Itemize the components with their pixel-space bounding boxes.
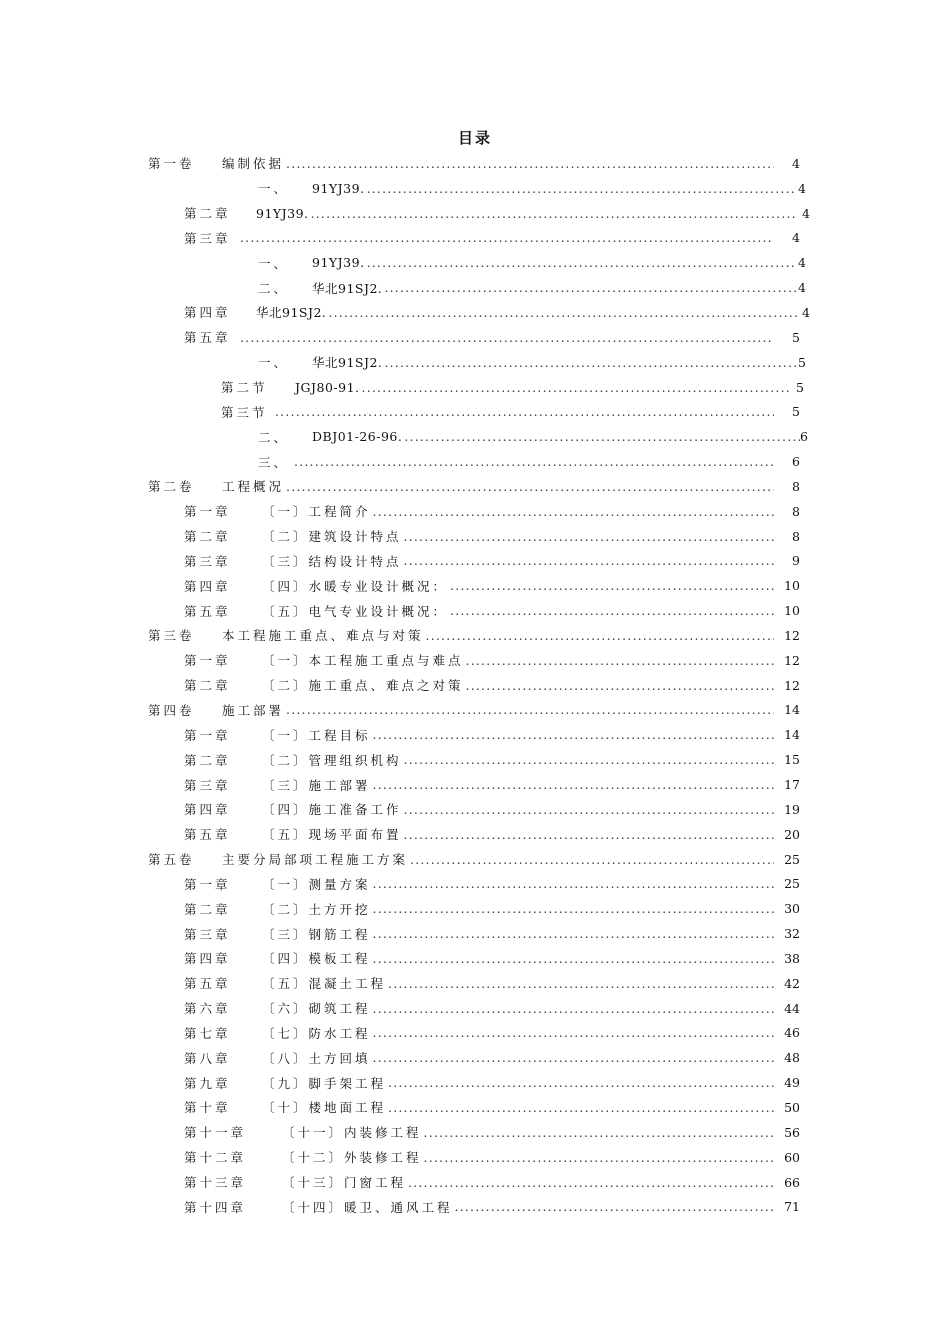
toc-entry-page: 10 [784,603,800,619]
dot-leader [373,1025,774,1040]
toc-entry-page: 6 [792,454,800,470]
toc-entry-label: 第二章 [184,206,231,222]
toc-entry[interactable] [0,1045,950,1070]
dot-leader [408,1175,774,1190]
dot-leader [384,280,796,295]
toc-entry[interactable] [0,1170,950,1195]
toc-entry-label: 第十二章 [184,1150,247,1166]
toc-entry-text: 〔五〕混凝土工程 [262,976,387,992]
toc-entry-page: 5 [796,379,804,395]
dot-leader [367,181,796,196]
toc-entry-text: 〔二〕施工重点、难点之对策 [262,678,464,694]
toc-entry[interactable] [0,896,950,921]
toc-entry[interactable] [0,772,950,797]
toc-entry-text: 施工部署 [222,702,285,718]
dot-leader [388,976,774,991]
toc-entry-page: 60 [784,1149,800,1165]
toc-entry-text: 91YJ39. [312,180,365,196]
toc-entry[interactable] [0,375,950,400]
toc-entry[interactable] [0,275,950,300]
toc-entry-page: 50 [784,1099,800,1115]
toc-entry-label: 第九章 [184,1075,231,1091]
toc-entry-text: 〔一〕工程目标 [262,727,371,743]
toc-entry-text: 91YJ39. [256,205,309,221]
toc-entry[interactable] [0,1095,950,1120]
toc-entry-page: 4 [792,230,800,246]
dot-leader [286,702,774,717]
toc-entry-label: 第四章 [184,578,231,594]
dot-leader [286,156,774,171]
toc-entry[interactable] [0,996,950,1021]
toc-entry-label: 一、 [258,355,290,371]
toc-entry[interactable] [0,499,950,524]
dot-leader [286,479,774,494]
toc-entry[interactable] [0,871,950,896]
toc-entry-label: 第二章 [184,901,231,917]
toc-entry-text: 主要分局部项工程施工方案 [222,852,409,868]
toc-entry[interactable] [0,250,950,275]
dot-leader [455,1199,774,1214]
toc-entry-page: 4 [798,255,806,271]
toc-entry-page: 10 [784,578,800,594]
toc-entry-text: 〔八〕土方回填 [262,1050,371,1066]
dot-leader [240,330,774,345]
toc-entry-text: 〔七〕防水工程 [262,1025,371,1041]
toc-title: 目录 [457,129,492,147]
toc-entry-text: 〔三〕施工部署 [262,777,371,793]
toc-entry-label: 第十四章 [184,1199,247,1215]
dot-leader [410,852,774,867]
toc-entry-page: 14 [784,727,800,743]
toc-entry-label: 第四章 [184,802,231,818]
toc-entry-label: 第十三章 [184,1175,247,1191]
toc-entry[interactable] [0,300,950,325]
toc-entry-text: 华北91SJ2. [256,305,327,321]
toc-entry-text: 〔十一〕内装修工程 [282,1125,422,1141]
toc-entry-label: 第五卷 [148,852,195,868]
toc-entry-label: 第五章 [184,827,231,843]
toc-entry[interactable] [0,474,950,499]
dot-leader [424,1150,774,1165]
toc-entry[interactable] [0,424,950,449]
toc-entry-page: 46 [784,1025,800,1041]
dot-leader [404,752,774,767]
dot-leader [240,230,774,245]
toc-entry-page: 5 [792,329,800,345]
toc-entry-text: 〔十〕楼地面工程 [262,1100,387,1116]
dot-leader [384,355,796,370]
toc-entry-text: 〔六〕砌筑工程 [262,1001,371,1017]
toc-entry-text: 华北91SJ2. [312,280,383,296]
toc-entry-label: 第一章 [184,876,231,892]
dot-leader [404,429,803,444]
toc-entry-label: 第五章 [184,976,231,992]
toc-entry-label: 一、 [258,255,290,271]
dot-leader [388,1075,774,1090]
dot-leader [275,404,774,419]
toc-entry-label: 第一卷 [148,156,195,172]
toc-entry-label: 第五章 [184,330,231,346]
toc-entry-text: 〔二〕土方开挖 [262,901,371,917]
toc-entry[interactable] [0,598,950,623]
dot-leader [450,578,774,593]
toc-entry-label: 第三章 [184,926,231,942]
dot-leader [373,951,774,966]
dot-leader [404,802,774,817]
toc-entry[interactable] [0,524,950,549]
dot-leader [373,504,774,519]
toc-entry-page: 4 [798,180,806,196]
toc-entry[interactable] [0,549,950,574]
toc-entry-label: 一、 [258,181,290,197]
toc-entry-text: 本工程施工重点、难点与对策 [222,628,424,644]
toc-entry[interactable] [0,151,950,176]
toc-entry[interactable] [0,822,950,847]
dot-leader [404,529,774,544]
toc-entry-text: 〔三〕钢筋工程 [262,926,371,942]
dot-leader [373,727,774,742]
dot-leader [373,1050,774,1065]
toc-entry-page: 30 [784,901,800,917]
toc-entry-label: 第二章 [184,678,231,694]
toc-entry-text: 〔四〕施工准备工作 [262,802,402,818]
toc-entry-label: 第三章 [184,230,231,246]
toc-entry-text: 〔二〕建筑设计特点 [262,529,402,545]
toc-entry-label: 第十章 [184,1100,231,1116]
toc-entry[interactable] [0,847,950,872]
toc-entry[interactable] [0,325,950,350]
toc-entry-page: 25 [784,851,800,867]
toc-entry-label: 第十一章 [184,1125,247,1141]
toc-entry-page: 15 [784,752,800,768]
toc-entry-label: 第四卷 [148,702,195,718]
toc-entry-page: 8 [792,478,800,494]
toc-entry[interactable] [0,201,950,226]
toc-entry[interactable] [0,226,950,251]
toc-entry-page: 12 [784,627,800,643]
toc-entry-text: JGJ80-91. [295,379,360,395]
toc-entry-page: 48 [784,1050,800,1066]
toc-entry-text: 编制依据 [222,156,285,172]
toc-entry-label: 第四章 [184,305,231,321]
toc-entry-text: 〔十四〕暖卫、通风工程 [282,1199,453,1215]
toc-entry-page: 4 [798,280,806,296]
toc-entry-text: 〔一〕本工程施工重点与难点 [262,653,464,669]
toc-entry-text: 91YJ39. [312,255,365,271]
dot-leader [404,553,774,568]
toc-entry[interactable] [0,1070,950,1095]
toc-entry-page: 42 [784,975,800,991]
toc-entry-label: 第三章 [184,777,231,793]
toc-entry-text: 〔一〕测量方案 [262,876,371,892]
dot-leader [424,1125,774,1140]
dot-leader [373,1001,774,1016]
toc-entry[interactable] [0,921,950,946]
toc-entry-text: 〔四〕水暖专业设计概况： [262,578,449,594]
toc-entry[interactable] [0,673,950,698]
dot-leader [367,255,796,270]
toc-entry-page: 12 [784,677,800,693]
toc-entry-page: 44 [784,1000,800,1016]
toc-entry[interactable] [0,698,950,723]
dot-leader [328,305,798,320]
toc-entry-label: 第二节 [221,380,268,396]
toc-entry[interactable] [0,350,950,375]
toc-entry-page: 9 [792,553,800,569]
dot-leader [294,454,774,469]
toc-entry-page: 4 [802,304,810,320]
dot-leader [450,603,774,618]
toc-entry[interactable] [0,648,950,673]
toc-entry[interactable] [0,399,950,424]
toc-entry-page: 20 [784,826,800,842]
toc-entry-text: 〔十二〕外装修工程 [282,1150,422,1166]
dot-leader [404,827,774,842]
toc-entry-text: 华北91SJ2. [312,355,383,371]
toc-entry-label: 第三章 [184,553,231,569]
toc-entry[interactable] [0,1194,950,1219]
toc-entry-page: 71 [784,1199,800,1215]
dot-leader [373,777,774,792]
toc-entry-page: 4 [792,155,800,171]
toc-entry-text: 〔五〕现场平面布置 [262,827,402,843]
toc-entry[interactable] [0,573,950,598]
toc-entry-page: 19 [784,801,800,817]
dot-leader [466,653,774,668]
toc-entry-text: DBJ01-26-96. [312,429,403,445]
toc-entry-text: 〔一〕工程简介 [262,504,371,520]
toc-entry-page: 14 [784,702,800,718]
toc-entry[interactable] [0,971,950,996]
toc-entry-label: 二、 [258,429,290,445]
toc-entry[interactable] [0,1021,950,1046]
toc-entry-page: 12 [784,652,800,668]
toc-entry[interactable] [0,1145,950,1170]
dot-leader [373,901,774,916]
toc-entry-text: 〔二〕管理组织机构 [262,752,402,768]
dot-leader [373,926,774,941]
toc-entry-page: 4 [802,205,810,221]
toc-entry[interactable] [0,623,950,648]
toc-entry[interactable] [0,946,950,971]
toc-entry-text: 〔十三〕门窗工程 [282,1175,407,1191]
dot-leader [466,678,774,693]
toc-entry-text: 〔四〕模板工程 [262,951,371,967]
toc-entry-label: 第八章 [184,1050,231,1066]
toc-entry[interactable] [0,1120,950,1145]
toc-entry-label: 第四章 [184,951,231,967]
toc-entry-page: 25 [784,876,800,892]
toc-entry-page: 5 [798,354,806,370]
table-of-contents [0,151,950,1219]
toc-entry-page: 66 [784,1174,800,1190]
toc-entry[interactable] [0,722,950,747]
toc-entry-page: 8 [792,528,800,544]
toc-entry-text: 〔三〕结构设计特点 [262,553,402,569]
toc-entry-label: 第三卷 [148,628,195,644]
toc-entry-page: 49 [784,1075,800,1091]
toc-entry-label: 第七章 [184,1025,231,1041]
dot-leader [311,206,798,221]
toc-entry-label: 第一章 [184,504,231,520]
dot-leader [373,876,774,891]
toc-entry[interactable] [0,176,950,201]
toc-entry-text: 〔九〕脚手架工程 [262,1075,387,1091]
toc-entry[interactable] [0,797,950,822]
toc-entry[interactable] [0,449,950,474]
toc-entry-page: 17 [784,777,800,793]
toc-entry-label: 三、 [258,454,290,470]
toc-entry-page: 32 [784,926,800,942]
toc-entry-page: 38 [784,950,800,966]
dot-leader [426,628,774,643]
toc-entry-text: 〔五〕电气专业设计概况： [262,603,449,619]
toc-entry-label: 第六章 [184,1001,231,1017]
toc-entry-label: 第二章 [184,752,231,768]
toc-entry-page: 5 [792,404,800,420]
toc-entry[interactable] [0,747,950,772]
toc-entry-page: 56 [784,1124,800,1140]
toc-entry-label: 第二卷 [148,479,195,495]
toc-entry-label: 二、 [258,280,290,296]
toc-entry-label: 第一章 [184,653,231,669]
toc-entry-label: 第二章 [184,529,231,545]
toc-entry-text: 工程概况 [222,479,285,495]
toc-entry-page: 6 [800,429,808,445]
toc-entry-label: 第五章 [184,603,231,619]
toc-entry-page: 8 [792,503,800,519]
dot-leader [388,1100,774,1115]
dot-leader [362,380,791,395]
toc-entry-label: 第三节 [221,404,268,420]
toc-entry-label: 第一章 [184,727,231,743]
